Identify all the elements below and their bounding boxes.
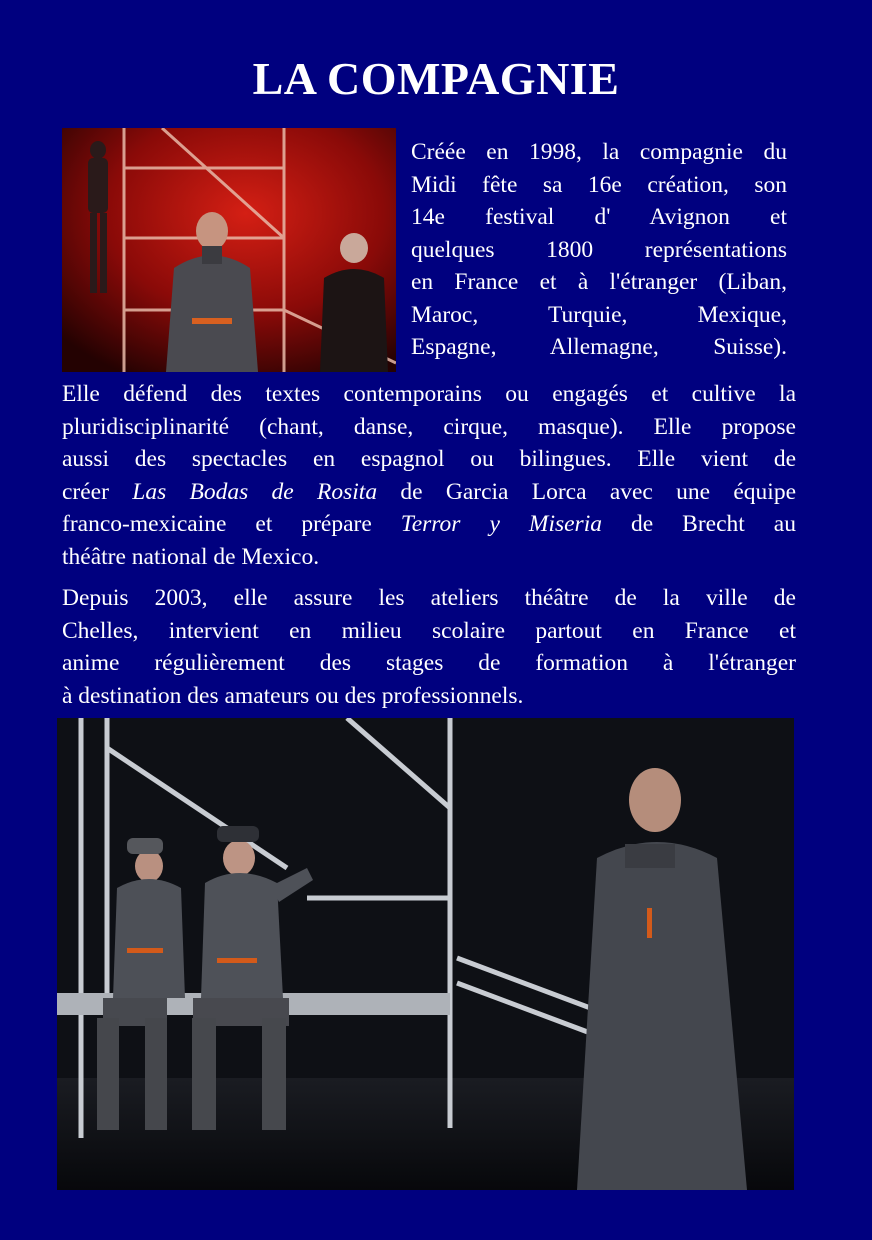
play-title-terror: Terror y Miseria [400,511,602,537]
repertoire-paragraph [62,378,796,573]
intro-line: Maroc, Turquie, Mexique, [411,301,787,328]
stage-photo-scaffold [57,718,794,1190]
para1-line [62,508,796,541]
para2-line: Chelles, intervient en milieu scolaire partout en France et [62,617,796,644]
intro-line: Créée en 1998, la compagnie du [411,139,787,165]
intro-line: Midi fête sa 16e création, son [411,171,787,198]
intro-line: en France et à l'étranger (Liban, [411,269,787,295]
para1-line: théâtre national de Mexico. [62,543,320,570]
para1-text: de Garcia Lorca avec une équipe [400,478,797,505]
play-title-las-bodas: Las Bodas de Rosita [132,478,378,505]
intro-line: 14e festival d' Avignon et [411,204,787,230]
para2-line: anime régulièrement des stages de formation à l'étranger [62,650,796,676]
page-title: LA COMPAGNIE [252,53,620,104]
intro-line: quelques 1800 représentations [411,236,787,263]
para1-line: Elle défend des textes contemporains ou engagés et cultive la [62,381,796,407]
para1-line [62,476,796,509]
para1-text: franco-mexicaine et prépare [62,511,372,537]
para2-line: Depuis 2003, elle assure les ateliers théâtre de la ville de [62,585,796,611]
para1-line: pluridisciplinarité (chant, danse, cirque, masque). Elle propose [62,413,796,440]
intro-paragraph [411,136,787,364]
para1-line: aussi des spectacles en espagnol ou bilingues. Elle vient de [62,446,796,472]
para1-text: créer [62,478,109,505]
intro-line: Espagne, Allemagne, Suisse). [411,334,787,360]
stage-photo-red [62,128,396,372]
para2-line: à destination des amateurs ou des professionnels. [62,682,524,709]
para1-text: de Brecht au [630,511,796,537]
workshops-paragraph [62,582,796,712]
